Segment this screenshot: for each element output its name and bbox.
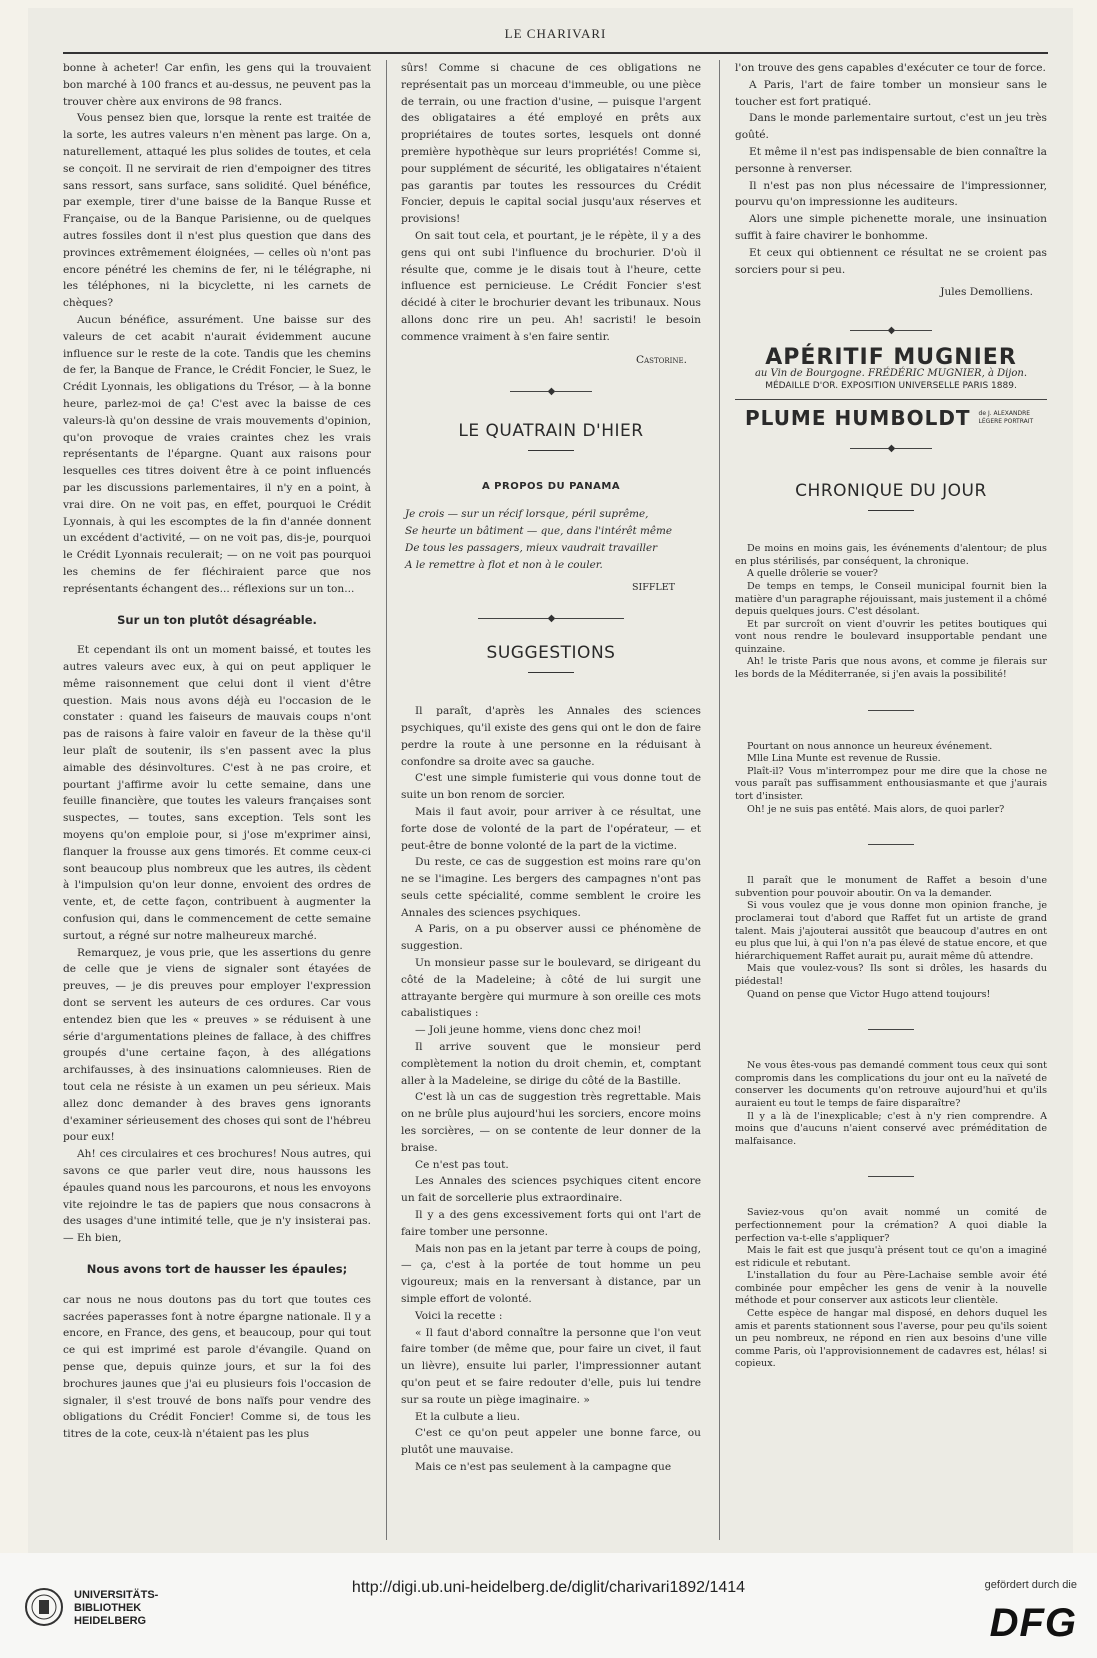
subheading: Sur un ton plutôt désagréable. [117,612,317,627]
paragraph: sûrs! Comme si chacune de ces obligations ne représentait pas un morceau d'immeuble, ou une pièce de terrain, ou une fraction d'usine, — puisque l'argent des obligataires a été employé en prêts aux propriétaires de toutes sortes, lesquels ont donné première hypothèque sur leurs propriétés! Comme si, pour supplément de sécurité, les obligataires n'étaient pas garantis par toutes les ressources du Crédit Foncier, depuis le capital social jusqu'aux réserves et provisions! [401,62,701,226]
dfg-logo[interactable]: DFG [989,1601,1077,1645]
paragraph: Vous pensez bien que, lorsque la rente est traitée de la sorte, les autres valeurs n'en mènent pas large. On a, naturellement, attaqué les plus solides de toutes, et cela se conçoit. Il ne servirait de rien d'empoigner des titres sans ressort, sans surface, sans solidité. Quel bénéfice, par exemple, tirer d'une baisse de la Banque Russe et Française, ou de la Banque Parisienne, ou de quelques autres fossiles dont il n'est plus question que dans des provinces extrêmement éloignées, — celles où n'ont pas encore pénétré les chemins de fer, ni le télégraphe, ni les téléphones, ni la bicyclette, ni les carnets de chèques? [63,112,371,310]
masthead: LE CHARIVARI [504,26,607,41]
chronicle-block [735,875,1047,1001]
paragraph: Et cependant ils ont un moment baissé, et toutes les autres valeurs avec eux, à qui on peut appliquer le même raisonnement que celui dont il vient d'être question. Mais nous avons déjà eu l'occasion de le constater : quand les faiseurs de mauvais coups n'ont pas de raisons à faire valoir en faveur de la thèse qu'il leur plaît de soutenir, ils s'en passent avec la plus aimable des désinvoltures. C'est à ne pas croire, et pourtant j'affirme avoir lu cette semaine, dans une feuille financière, que toutes les valeurs françaises sont suspectes, — toutes, sans exception. Tels sont les moyens qu'on emploie pour, si j'ose m'exprimer ainsi, flanquer la frousse aux gens timorés. Et comme ceux-ci sont beaucoup plus nombreux que les autres, ils cèdent à l'impulsion qu'on leur donne, envoient des ordres de vente, et, de cette façon, contribuent à augmenter la confusion qui, dans le commencement de cette semaine surtout, a régné sur notre malheureux marché. [63,644,371,942]
chronicle [735,543,1047,1371]
column-2 [401,60,701,1540]
paragraph: Mais ce n'est pas seulement à la campagne que [415,1460,672,1473]
ad-plume-maker-line: LÉGERE PORTRAIT [978,417,1034,425]
section-rule [528,450,574,451]
paragraph: C'est une simple fumisterie qui vous donne tout de suite un bon renom de sorcier. [401,772,701,802]
column-3 [735,60,1047,1540]
chronicle-block [735,1207,1047,1371]
chronicle-block [735,543,1047,682]
paragraph: car nous ne nous doutons pas du tort que toutes ces sacrées paperasses font à notre épargne nationale. Il y a encore, en France, des gens, et beaucoup, pour qui tout ce qui est imprimé est parole d'évangile. Quand on pense que, depuis quinze jours, et sur la foi des brochures jaunes que j'ai eu plusieurs fois l'occasion de signaler, il s'est trouvé de bons naïfs pour vendre des obligations du Crédit Foncier! Comme si, de tous les titres de la cote, ceux-là n'étaient pas les plus [63,1293,371,1441]
page-content [63,8,1048,1553]
ad-aperitif-medal: MÉDAILLE D'OR. EXPOSITION UNIVERSELLE PARIS 1889. [765,380,1017,391]
paragraph: Dans le monde parlementaire surtout, c'est un jeu très goûté. [735,112,1047,142]
paragraph: Mais non pas en la jetant par terre à coups de poing, — ça, c'est à la portée de tout homme un peu vigoureux; mais en la renversant à distance, par un simple effort de volonté. [401,1242,701,1306]
paragraph: Quand on pense que Victor Hugo attend toujours! [747,988,991,1000]
paragraph: Il arrive souvent que le monsieur perd complètement la notion du droit chemin, et, comptant aller à la Madeleine, se dirige du côté de la Bastille. [401,1041,701,1087]
paragraph: Les Annales des sciences psychiques citent encore un fait de sorcellerie plus extraordinaire. [401,1175,701,1205]
paragraph: « Il faut d'abord connaître la personne que l'on veut faire tomber (de même que, pour faire un civet, il faut un lièvre), ensuite lui parler, l'impressionner autant qu'on peut et se faire redouter d'elle, puis lui tendre sur sa route un piège imaginaire. » [401,1326,701,1406]
paragraph: C'est ce qu'on peut appeler une bonne farce, ou plutôt une mauvaise. [401,1427,701,1457]
chronicle-rule [868,710,914,711]
viewer-footer [0,1553,1097,1658]
chronicle-rule [868,1029,914,1030]
quatrain-line: A le remettre à flot et non à le couler. [405,558,603,571]
paragraph: Si vous voulez que je vous donne mon opinion franche, je proclamerai tout d'abord que Raffet fut un artiste de grand talent. Mais j'ajouterai aussitôt que beaucoup d'autres en ont eu plus que lui, à qui l'on n'a pas élevé de statue encore, et que hiérarchiquement Raffet aurait pu, aurait même dû attendre. [735,900,1047,962]
paragraph: Il n'est pas non plus nécessaire de l'impressionner, pourvu qu'on impressionne les auditeurs. [735,179,1047,209]
paragraph: Du reste, ce cas de suggestion est moins rare qu'on ne se l'imagine. Les bergers des campagnes n'ont pas seuls cette spécialité, comme semblent le croire les Annales des sciences psychiques. [401,856,701,919]
section-title: CHRONIQUE DU JOUR [795,481,987,502]
paragraph: Ce n'est pas tout. [415,1158,509,1171]
library-name-line: HEIDELBERG [74,1615,147,1627]
masthead-rule [63,52,1048,54]
paragraph: Et la culbute a lieu. [415,1410,520,1423]
chronicle-rule [868,1176,914,1177]
column-divider [719,60,720,1540]
paragraph: Saviez-vous qu'on avait nommé un comité de perfectionnement pour la crémation? A quoi diable la perfection va-t-elle s'appliquer? [735,1207,1047,1244]
section-title: LE QUATRAIN D'HIER [458,421,644,442]
signature: Jules Demolliens. [940,286,1033,299]
paragraph: Il y a des gens excessivement forts qui ont l'art de faire tomber une personne. [401,1209,701,1238]
chronicle-rule [868,844,914,845]
quatrain-line: Je crois — sur un récif lorsque, péril suprême, [405,507,649,520]
paragraph: A Paris, l'art de faire tomber un monsieur sans le toucher est fort pratiqué. [735,78,1047,108]
library-name-line: UNIVERSITÄTS- [74,1589,159,1601]
paragraph: Ah! le triste Paris que nous avons, et comme je filerais sur les bords de la Méditerranée, si j'en avais la possibilité! [735,656,1047,681]
paragraph: Un monsieur passe sur le boulevard, se dirigeant du côté de la Madeleine; à côté de lui surgit une attrayante bergère qui murmure à son oreille ces mots cabalistiques : [401,957,701,1020]
ornament-divider: ◆ [401,384,701,401]
ornament-divider: ◆ [735,441,1047,458]
paragraph: De temps en temps, le Conseil municipal fournit bien la matière d'un paragraphe réjouissant, mais justement il a chômé depuis quelques jours. C'est désolant. [735,580,1047,618]
paragraph: De moins en moins gais, les événements d'alentour; de plus en plus stérilisés, par conséquent, la chronique. [735,543,1047,567]
newspaper-page [28,8,1073,1553]
paragraph: Il y a là de l'inexplicable; c'est à n'y rien comprendre. A moins que d'aucuns n'aient conservé avec préméditation de malfaisance. [735,1110,1047,1147]
paragraph: Mais que voulez-vous? Ils sont si drôles, les hasards du piédestal! [735,963,1047,987]
paragraph: A quelle drôlerie se vouer? [747,568,878,580]
paragraph: l'on trouve des gens capables d'exécuter ce tour de force. [735,62,1046,74]
paragraph: Mais le fait est que jusqu'à présent tout ce qu'on a imaginé est ridicule et rebutant. [735,1245,1047,1269]
paragraph: On sait tout cela, et pourtant, je le répète, il y a des gens qui ont subi l'influence du brochurier. D'où il résulte que, comme je le disais tout à l'heure, cette influence est pernicieuse. Le Crédit Foncier s'est décidé à citer le brochurier devant les tribunaux. Nous allons donc rire un peu. Ah! sacristi! le besoin commence vraiment à s'en faire sentir. [401,229,701,343]
section-title: SUGGESTIONS [486,643,616,664]
paragraph: Ne vous êtes-vous pas demandé comment tous ceux qui sont compromis dans les complications du jour ont eu la naïveté de conserver les documents qu'on retrouve aujourd'hui et qu'ils auraient eu tout le temps de faire disparaître? [735,1060,1047,1109]
paragraph: Aucun bénéfice, assurément. Une baisse sur des valeurs de cet acabit n'aurait évidemment aucune influence sur le reste de la cote. Tandis que les chemins de fer, la Banque de France, le Crédit Foncier, le Suez, le Crédit Lyonnais, les obligations du Trésor, — à la bonne heure, parlez-moi de ça! C'est avec la baisse de ces valeurs-là qu'on dessine de vrais mouvements d'opinion, qu'on provoque de vraies craintes chez les vrais représentants de l'épargne. Quant aux raisons pour lesquelles ces titres doivent être à ce point influencés par les discussions parlementaires, il n'y en a point, à vrai dire. On ne voit pas, en effet, pourquoi le Crédit Lyonnais, à qui les escomptes de la fin d'année donnent un excédent d'activité, — on ne voit pas, dis-je, pourquoi le Crédit Lyonnais reculerait; — on ne voit pas pourquoi les chemins de fer fléchiraient parce que nos représentants échangent des... réflexions sur un ton... [63,313,371,595]
ornament-divider: ◆ [401,611,701,628]
paragraph: L'installation du four au Père-Lachaise semble avoir été combinée pour empêcher les gens de venir à la nouvelle méthode et pour conserver aux asticots leur clientèle. [735,1270,1047,1307]
paragraph: Ah! ces circulaires et ces brochures! Nous autres, qui savons ce que parler veut dire, nous haussons les épaules quand nous les parcourons, et nous les envoyons vite rejoindre le tas de papiers que nous consacrons à des usages d'une intimité telle, que je n'y insisterai pas. — Eh bien, [63,1148,371,1245]
paragraph: Voici la recette : [415,1309,503,1322]
paragraph: Mais il faut avoir, pour arriver à ce résultat, une forte dose de volonté de la part de l'opérateur, — et peut-être de bonne volonté de la part de la victime. [401,805,701,852]
funding-note: gefördert durch die [984,1579,1077,1591]
paragraph: C'est là un cas de suggestion très regrettable. Mais on ne brûle plus aujourd'hui les sorciers, encore moins les sorcières, — on se contente de leur donner de la braise. [401,1091,701,1154]
quatrain-line: Se heurte un bâtiment — que, dans l'intérêt même [405,524,672,537]
library-name-line: BIBLIOTHEK [74,1602,142,1614]
ad-plume-name: PLUME HUMBOLDT [745,405,971,430]
ornament-divider: ◆ [735,323,1047,340]
signature: Castorine. [635,353,687,366]
paragraph: A Paris, on a pu observer aussi ce phénomène de suggestion. [401,923,701,953]
paragraph: Alors une simple pichenette morale, une insinuation suffit à faire chavirer le bonhomme. [735,213,1047,242]
chronicle-block [735,741,1047,817]
signature: SIFFLET [631,581,675,593]
ad-plume-maker-line: de J. ALEXANDRE [978,409,1031,417]
paragraph: Il paraît que le monument de Raffet a besoin d'une subvention pour pouvoir aboutir. On va la demander. [735,875,1047,899]
paragraph: — Joli jeune homme, viens donc chez moi! [415,1024,642,1037]
permalink-url[interactable]: http://digi.ub.uni-heidelberg.de/diglit/charivari1892/1414 [351,1579,746,1596]
ad-aperitif-title: APÉRITIF MUGNIER [765,344,1017,370]
paragraph: Il paraît, d'après les Annales des sciences psychiques, qu'il existe des gens qui ont le don de faire perdre la route à une personne en la réduisant à confondre sa droite avec sa gauche. [401,705,701,768]
paragraph: Plaît-il? Vous m'interrompez pour me dire que la chose ne vous paraît pas suffisamment enthousiasmante et que j'aurais tort d'insister. [735,765,1047,803]
ad-aperitif-subtitle: au Vin de Bourgogne. FRÉDÉRIC MUGNIER, à Dijon. [754,367,1028,379]
chronicle-block [735,1060,1047,1148]
ad-plume-title [745,405,1047,430]
paragraph: Et ceux qui obtiennent ce résultat ne se croient pas sorciers pour si peu. [735,246,1047,276]
paragraph: Remarquez, je vous prie, que les assertions du genre de celle que je viens de signaler sont étayées de preuves, — je dis preuves pour employer l'expression dont se servent les auteurs de ces ordures. Car vous entendez bien que les « preuves » se réduisent à une série d'argumentations pleines de fallace, à des chiffres groupés d'une certaine façon, à des allégations archifausses, à des insinuations calomnieuses. Rien de tout cela ne résiste à un examen un peu sérieux. Mais allez donc demander à des braves gens ignorants d'examiner sérieusement des choses qui sont de l'hébreu pour eux! [63,946,371,1144]
column-1 [63,60,371,1540]
paragraph: bonne à acheter! Car enfin, les gens qui la trouvaient bon marché à 100 francs et au-dessus, ne peuvent pas la trouver chère aux environs de 98 francs. [63,62,371,108]
paragraph: Cette espèce de hangar mal disposé, en dehors duquel les amis et parents stationnent sous l'averse, pour peu qu'ils soient un peu nombreux, ne répond en rien aux besoins d'une ville comme Paris, où l'approvisionnement de cadavres est, hélas! si copieux. [735,1308,1047,1370]
paragraph: Mlle Lina Munte est revenue de Russie. [747,753,941,765]
ad-plume-maker [979,410,1034,426]
paragraph: Pourtant on nous annonce un heureux événement. [747,740,993,752]
paragraph: Oh! je ne suis pas entêté. Mais alors, de quoi parler? [747,803,1005,815]
paragraph: Et par surcroît on vient d'ouvrir les petites boutiques qui vont nous rendre le boulevard insupportable pendant une quinzaine. [735,618,1047,655]
column-divider [386,60,387,1540]
quatrain-line: De tous les passagers, mieux vaudrait travailler [405,541,658,554]
quatrain-subtitle: A PROPOS DU PANAMA [481,480,621,492]
section-rule [868,510,914,511]
paragraph: Et même il n'est pas indispensable de bien connaître la personne à renverser. [735,145,1047,175]
subheading: Nous avons tort de hausser les épaules; [86,1261,348,1276]
